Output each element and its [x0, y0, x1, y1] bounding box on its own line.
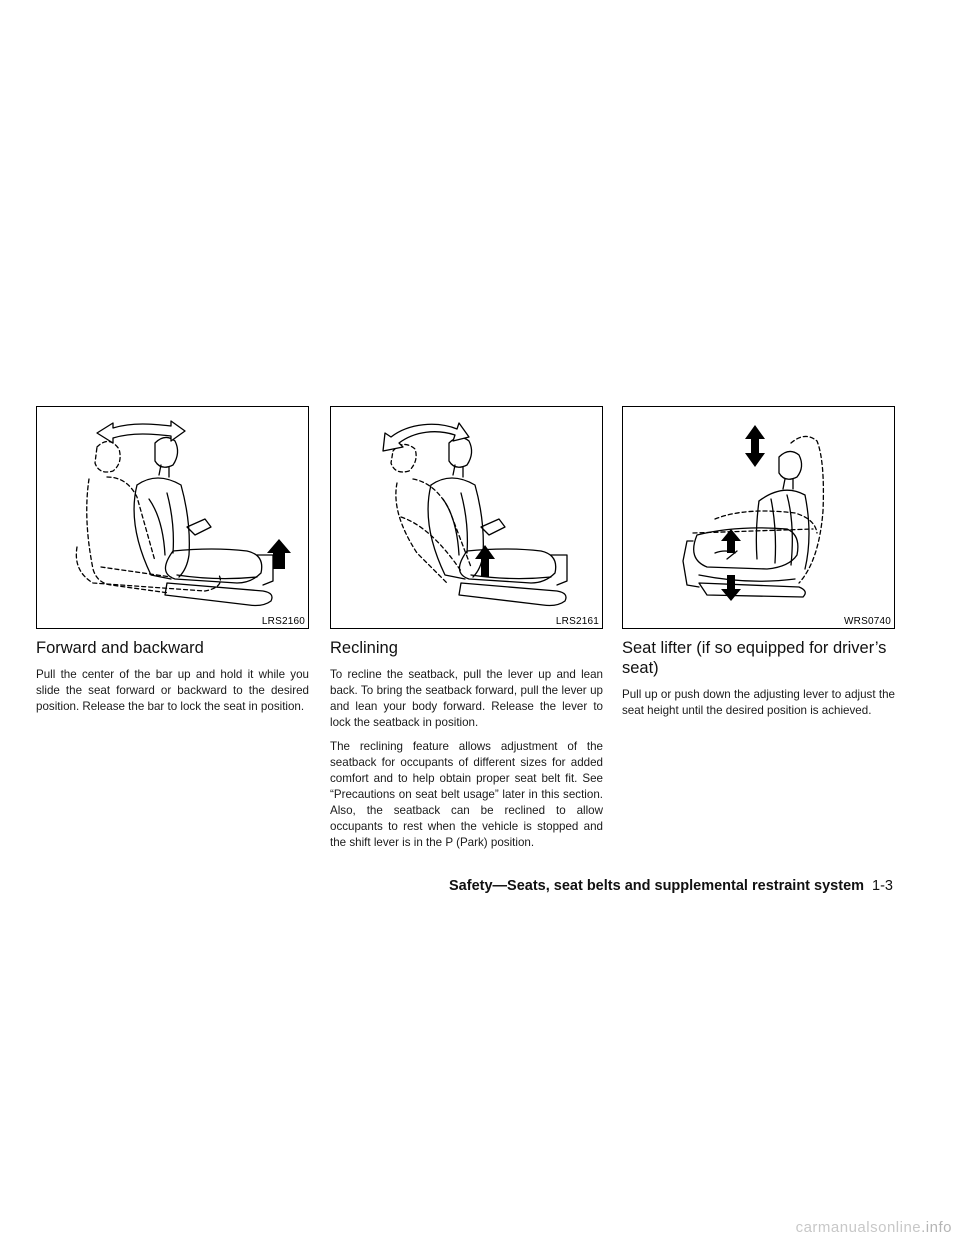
figure-code: LRS2160 — [261, 616, 305, 627]
figure-forward-backward — [36, 406, 309, 629]
body-paragraph: Pull up or push down the adjusting lever to adjust the seat height until the desired position is achieved. — [622, 688, 895, 717]
section-seat-lifter — [622, 406, 895, 719]
watermark — [796, 1219, 952, 1236]
section-title: Reclining — [330, 639, 398, 657]
seat-recline-illustration — [331, 407, 602, 628]
body-paragraph: To recline the seatback, pull the lever up and lean back. To bring the seatback forward, pull the lever up and lean your body forward. Release the lever to lock the seatback in position. — [330, 668, 603, 729]
figure-reclining — [330, 406, 603, 629]
section-forward-backward — [36, 406, 309, 715]
watermark-text: carmanualsonline — [795, 1219, 922, 1236]
page-number: 1-3 — [872, 878, 893, 894]
section-title: Seat lifter (if so equipped for driver’s seat) — [622, 639, 887, 677]
page-footer — [449, 878, 893, 894]
section-title: Forward and backward — [36, 639, 204, 657]
seat-slide-illustration — [37, 407, 308, 628]
footer-section-title: Safety—Seats, seat belts and supplemental restraint system — [449, 878, 865, 894]
figure-seat-lifter — [622, 406, 895, 629]
watermark-suffix: .info — [921, 1219, 952, 1236]
body-paragraph: The reclining feature allows adjustment of the seatback for occupants of different sizes for added comfort and to help obtain proper seat belt fit. See “Precautions on seat belt usage” later in this section. Also, the seatback can be reclined to allow occupants to rest when the vehicle is stopped and the shift lever is in the P (Park) position. — [330, 740, 603, 849]
figure-code: WRS0740 — [844, 616, 891, 627]
body-paragraph: Pull the center of the bar up and hold it while you slide the seat forward or backward to the desired position. Release the bar to lock the seat in position. — [36, 668, 309, 713]
seat-lifter-illustration — [623, 407, 894, 628]
figure-code: LRS2161 — [555, 616, 599, 627]
section-reclining — [330, 406, 603, 851]
